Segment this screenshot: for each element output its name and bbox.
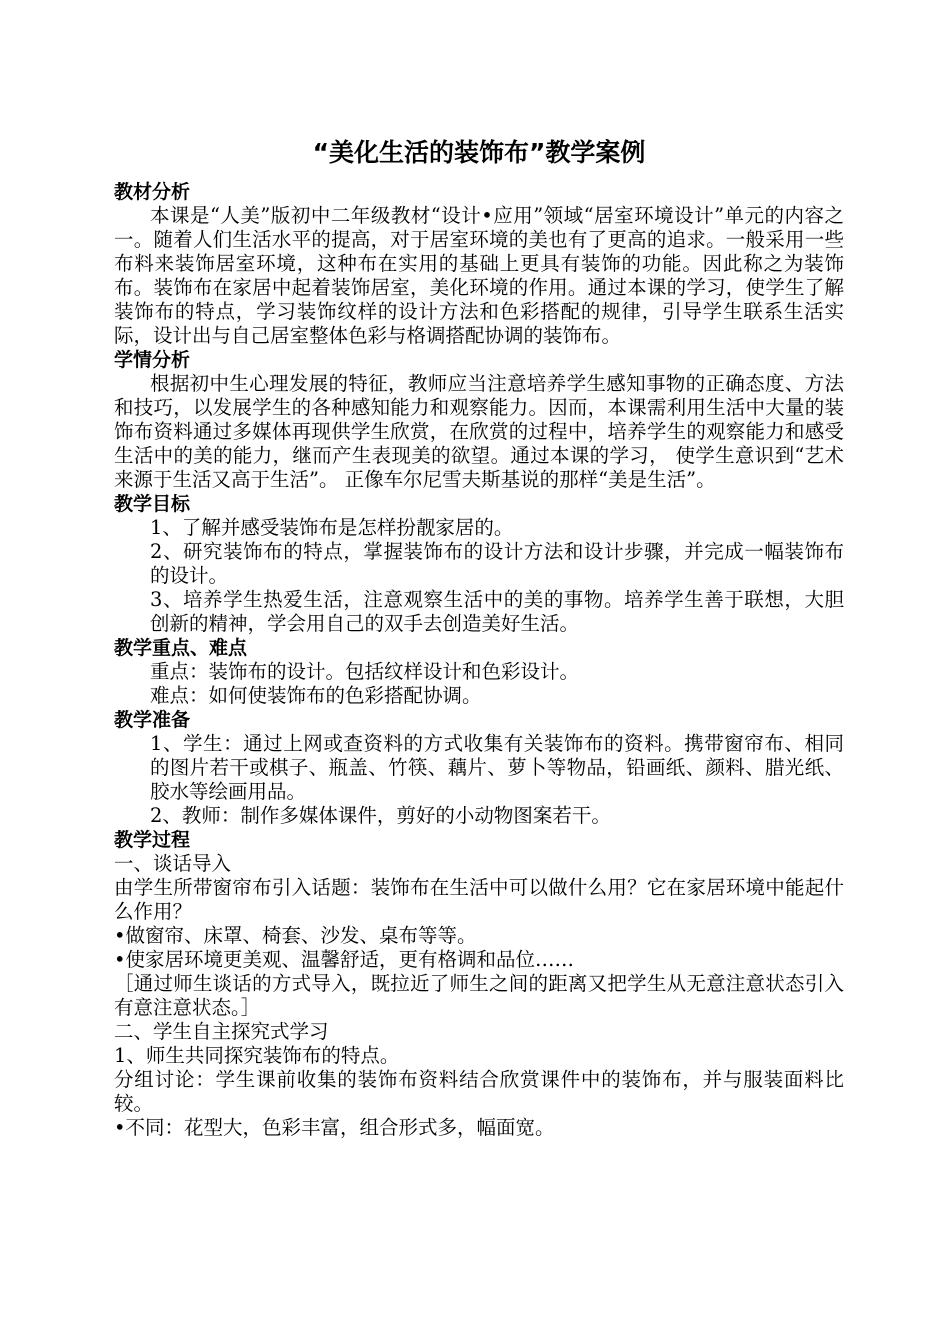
textbook-analysis-paragraph: 本课是“人美”版初中二年级教材“设计•应用”领域“居室环境设计”单元的内容之一。随着人们生活水平的提高，对于居室环境的美也有了更高的追求。一般采用一些布料来装饰居室环境，这种布在实用的基础上更具有装饰的功能。因此称之为装饰布。装饰布在家居中起着装饰居室，美化环境的作用。通过本课的学习，使学生了解装饰布的特点，学习装饰纹样的设计方法和色彩搭配的规律，引导学生联系生活实际，设计出与自己居室整体色彩与格调搭配协调的装饰布。	[114, 204, 844, 347]
heading-teaching-process: 教学过程	[114, 829, 191, 851]
process-line-4: •使家居环境更美观、温馨舒适，更有格调和品位……	[114, 948, 575, 971]
process-line-3: •做窗帘、床罩、椅套、沙发、桌布等等。	[114, 924, 477, 947]
document-title: “美化生活的装饰布”教学案例	[312, 138, 646, 167]
process-line-7: 1、师生共同探究装饰布的特点。	[114, 1044, 400, 1067]
heading-student-analysis: 学情分析	[114, 349, 191, 371]
heading-preparation: 教学准备	[114, 709, 191, 731]
process-line-5: ［通过师生谈话的方式导入，既拉近了师生之间的距离又把学生从无意注意状态引入有意注意状态。］	[114, 972, 844, 1019]
preparation-student: 1、学生：通过上网或查资料的方式收集有关装饰布的资料。携带窗帘布、相同的图片若干或棋子、瓶盖、竹筷、藕片、萝卜等物品，铅画纸、颜料、腊光纸、胶水等绘画用品。	[150, 732, 844, 803]
process-line-6: 二、学生自主探究式学习	[114, 1020, 329, 1043]
process-line-9: •不同：花型大，色彩丰富，组合形式多，幅面宽。	[114, 1116, 555, 1139]
objective-item-2: 2、研究装饰布的特点，掌握装饰布的设计方法和设计步骤，并完成一幅装饰布的设计。	[150, 540, 844, 587]
heading-key-points: 教学重点、难点	[114, 637, 248, 659]
objective-item-1: 1、了解并感受装饰布是怎样扮靓家居的。	[150, 516, 514, 539]
process-line-1: 一、谈话导入	[114, 852, 232, 875]
key-point-item: 重点：装饰布的设计。包括纹样设计和色彩设计。	[150, 660, 580, 683]
process-line-8: 分组讨论：学生课前收集的装饰布资料结合欣赏课件中的装饰布，并与服装面料比较。	[114, 1068, 844, 1115]
process-line-2: 由学生所带窗帘布引入话题：装饰布在生活中可以做什么用？它在家居环境中能起什么作用？	[114, 876, 844, 923]
objective-item-3: 3、培养学生热爱生活，注意观察生活中的美的事物。培养学生善于联想，大胆创新的精神，学会用自己的双手去创造美好生活。	[150, 588, 844, 635]
heading-teaching-objectives: 教学目标	[114, 493, 191, 515]
preparation-teacher: 2、教师：制作多媒体课件，剪好的小动物图案若干。	[150, 804, 611, 827]
difficulty-item: 难点：如何使装饰布的色彩搭配协调。	[150, 684, 482, 707]
student-analysis-paragraph: 根据初中生心理发展的特征，教师应当注意培养学生感知事物的正确态度、方法和技巧，以发展学生的各种感知能力和观察能力。因而，本课需利用生活中大量的装饰布资料通过多媒体再现供学生欣赏，在欣赏的过程中，培养学生的观察能力和感受生活中的美的能力，继而产生表现美的欲望。通过本课的学习， 使学生意识到“艺术来源于生活又高于生活”。 正像车尔尼雪夫斯基说的那样“美是生活”。	[114, 372, 844, 491]
heading-textbook-analysis: 教材分析	[114, 181, 191, 203]
document-page	[114, 136, 844, 1140]
